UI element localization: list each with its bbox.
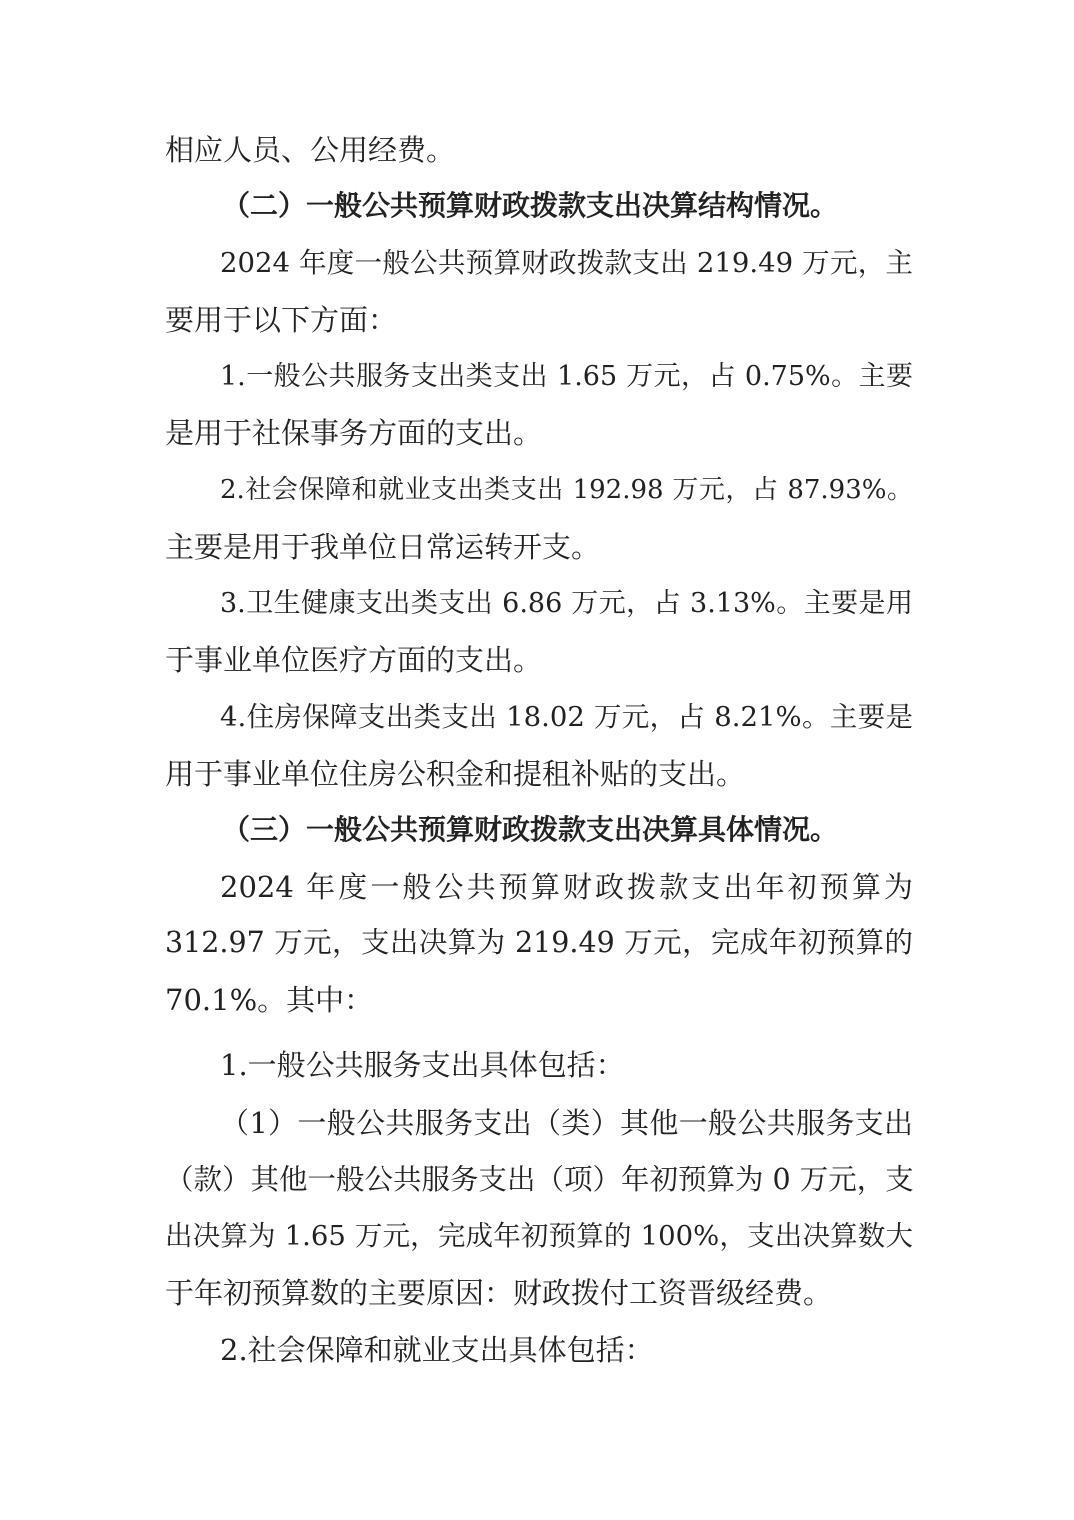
paragraph-line: 70.1%。其中： (165, 983, 374, 1017)
section-heading-structure: （二）一般公共预算财政拨款支出决算结构情况。 (222, 189, 839, 222)
paragraph-line: 要用于以下方面： (165, 303, 398, 337)
list-item-line: 于事业单位医疗方面的支出。 (165, 643, 543, 677)
paragraph-line: 出决算为 1.65 万元，完成年初预算的 100%，支出决算数大 (165, 1220, 913, 1252)
list-item-line: 2.社会保障和就业支出类支出 192.98 万元，占 87.93%。 (220, 475, 913, 505)
paragraph-line: （款）其他一般公共服务支出（项）年初预算为 0 万元，支 (165, 1163, 914, 1196)
list-item-line: 主要是用于我单位日常运转开支。 (165, 530, 601, 564)
paragraph-line: 312.97 万元，支出决算为 219.49 万元，完成年初预算的 (165, 926, 913, 959)
list-item-line: 用于事业单位住房公积金和提租补贴的支出。 (165, 757, 746, 791)
list-item-line: 3.卫生健康支出类支出 6.86 万元，占 3.13%。主要是用 (220, 588, 913, 619)
paragraph-line: 相应人员、公用经费。 (165, 133, 456, 167)
paragraph-line: 2024 年度一般公共预算财政拨款支出年初预算为 (220, 870, 913, 904)
paragraph-line: 2024 年度一般公共预算财政拨款支出 219.49 万元，主 (220, 247, 913, 279)
list-item-line: 4.住房保障支出类支出 18.02 万元，占 8.21%。主要是 (220, 701, 913, 733)
subsection-heading: 2.社会保障和就业支出具体包括： (220, 1333, 654, 1367)
section-heading-details: （三）一般公共预算财政拨款支出决算具体情况。 (222, 813, 839, 846)
paragraph-line: （1）一般公共服务支出（类）其他一般公共服务支出 (220, 1106, 913, 1140)
list-item-line: 1.一般公共服务支出类支出 1.65 万元，占 0.75%。主要 (220, 361, 913, 392)
subsection-heading: 1.一般公共服务支出具体包括： (220, 1048, 625, 1082)
list-item-line: 是用于社保事务方面的支出。 (165, 416, 543, 450)
paragraph-line: 于年初预算数的主要原因：财政拨付工资晋级经费。 (165, 1276, 833, 1310)
